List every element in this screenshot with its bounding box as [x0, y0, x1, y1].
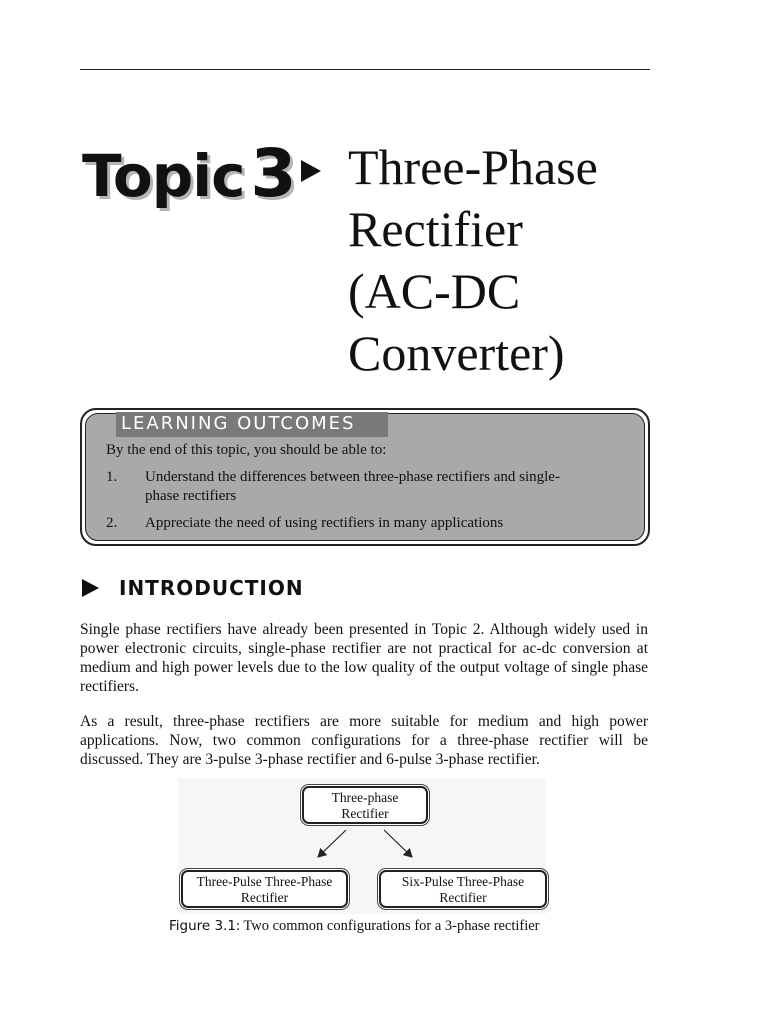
introduction-heading: INTRODUCTION	[119, 576, 304, 600]
learning-outcomes-heading: LEARNING OUTCOMES	[121, 413, 356, 434]
arrow-right	[384, 830, 412, 857]
box-six-pulse-rectifier	[379, 870, 547, 908]
introduction-paragraph-2: As a result, three-phase rectifiers are more suitable for medium and high power applications. Now, two common configurations for a three-phase rectifier will be discussed. They are 3-pulse 3-phase rectifier and 6-pulse 3-phase rectifier.	[80, 713, 648, 768]
outcome-number: 2.	[106, 515, 118, 531]
title-line: Converter)	[348, 325, 565, 381]
box-line: Three-phase	[331, 790, 399, 805]
outcome-line: Understand the differences between three-phase rectifiers and single-	[145, 469, 560, 485]
box-line: Six-Pulse Three-Phase	[401, 874, 525, 889]
outcome-number: 1.	[106, 469, 118, 485]
outcome-line: Appreciate the need of using rectifiers in many applications	[145, 515, 504, 531]
box-line: Rectifier	[439, 890, 487, 905]
learning-outcomes-intro: By the end of this topic, you should be able to:	[106, 442, 387, 458]
topic-number: 3	[250, 135, 296, 212]
box-line: Rectifier	[240, 890, 289, 905]
figure-caption-text: : Two common configurations for a 3-phase rectifier	[235, 918, 540, 934]
arrow-left	[318, 830, 346, 857]
box-line: Rectifier	[341, 806, 389, 821]
box-three-phase-rectifier	[302, 786, 428, 824]
introduction-paragraph-1: Single phase rectifiers have already been presented in Topic 2. Although widely used in power electronic circuits, single-phase rectifier are not practical for ac-dc conversion at medium and high power levels due to the low quality of the output voltage of single phase rectifiers.	[80, 621, 648, 695]
title-line: (AC-DC	[348, 263, 521, 319]
outcome-line: phase rectifiers	[145, 488, 237, 504]
title-line: Three-Phase	[348, 139, 598, 195]
figure-caption	[169, 918, 540, 935]
title-line: Rectifier	[348, 201, 523, 257]
topic-word: Topic	[82, 142, 245, 210]
figure-label: Figure 3.1	[169, 918, 236, 934]
box-three-pulse-rectifier	[181, 870, 348, 908]
box-line: Three-Pulse Three-Phase	[196, 874, 333, 889]
